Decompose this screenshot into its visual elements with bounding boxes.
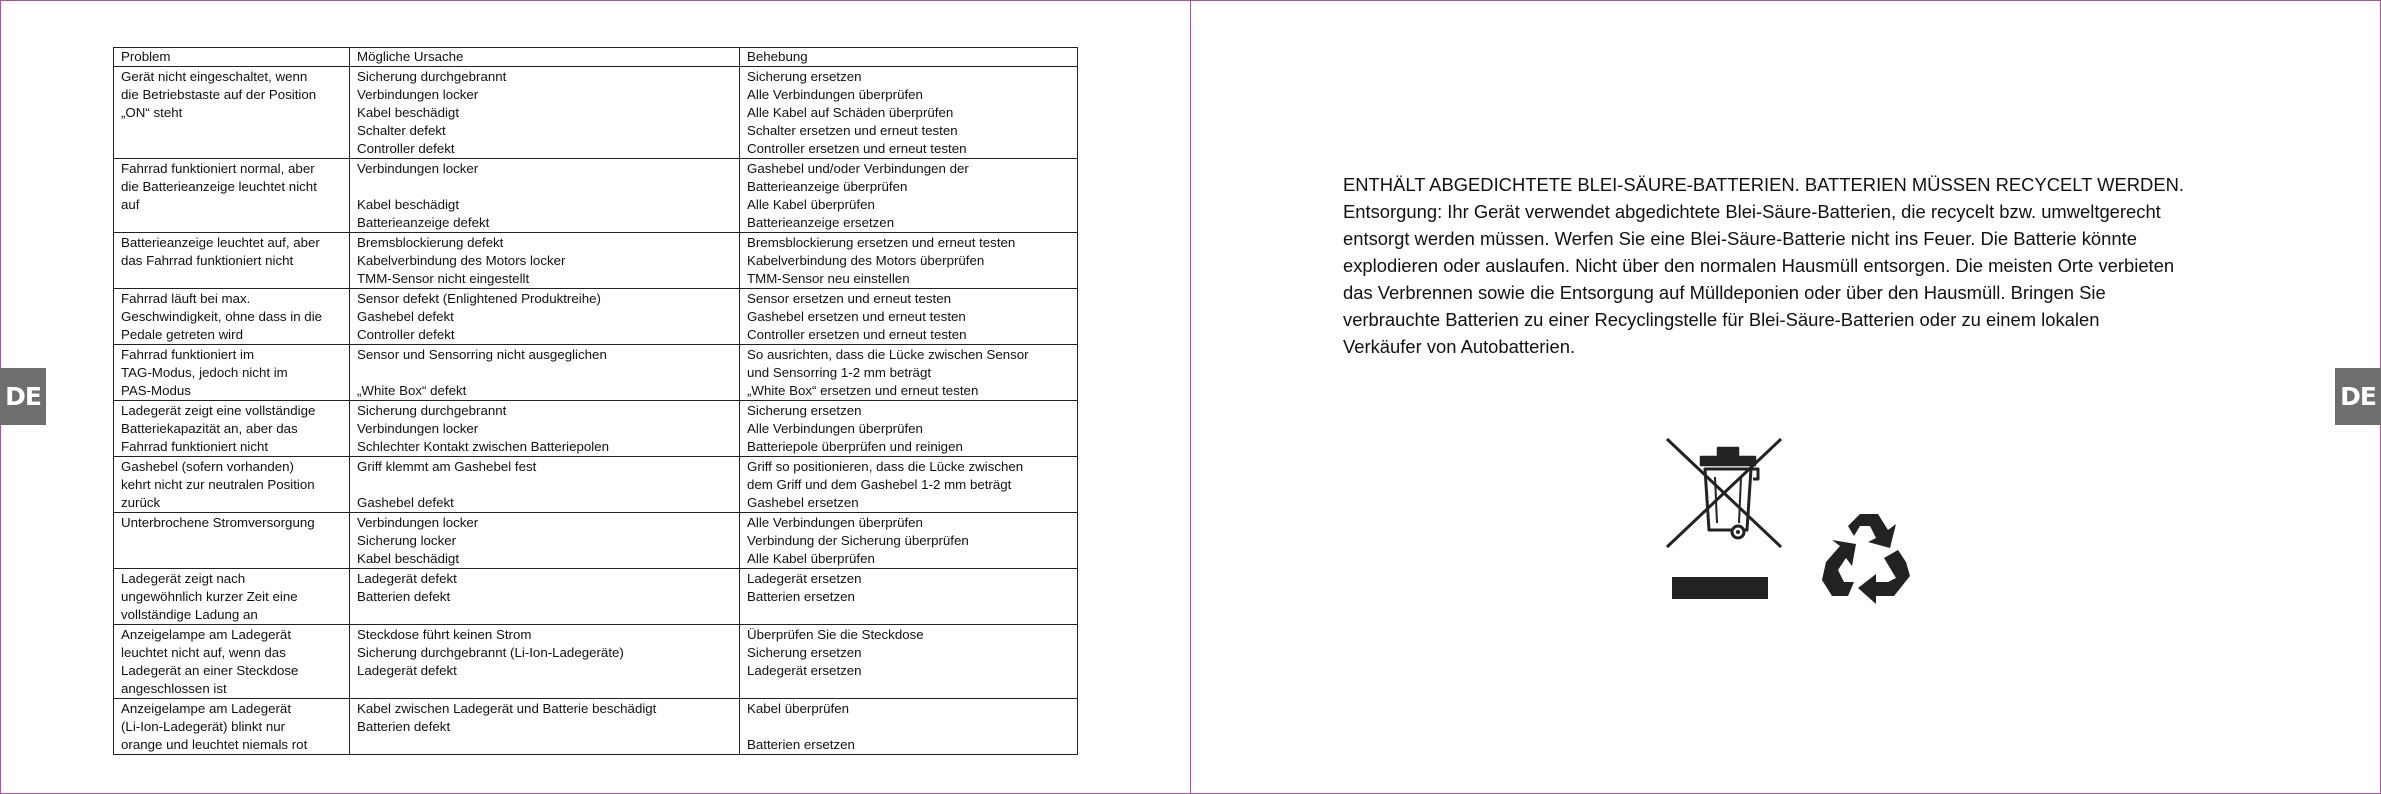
cell-line: Batterieanzeige überprüfen: [747, 179, 908, 194]
cell-line: Gashebel und/oder Verbindungen der: [747, 161, 969, 176]
cell-line: Alle Verbindungen überprüfen: [747, 421, 923, 436]
cell-line: leuchtet nicht auf, wenn das: [121, 645, 286, 660]
cell-line: Fahrrad funktioniert normal, aber: [121, 161, 315, 176]
cell-line: „ON“ steht: [121, 105, 183, 120]
problem-cell: [114, 513, 350, 569]
table-row: [114, 159, 1078, 233]
problem-cell: [114, 457, 350, 513]
cause-cell: [350, 625, 740, 699]
problem-cell: [114, 345, 350, 401]
cell-line: kehrt nicht zur neutralen Position: [121, 477, 315, 492]
fix-cell: [740, 401, 1078, 457]
cell-line: [747, 606, 1070, 624]
cell-line: dem Griff und dem Gashebel 1-2 mm beträgt: [747, 477, 1012, 492]
table-row: [114, 233, 1078, 289]
cause-cell: [350, 345, 740, 401]
notice-line: Verkäufer von Autobatterien.: [1343, 336, 1576, 357]
cause-cell: [350, 159, 740, 233]
troubleshooting-table: [113, 47, 1078, 755]
cell-line: Kabel beschädigt: [357, 551, 460, 566]
table-row: [114, 289, 1078, 345]
notice-line: verbrauchte Batterien zu einer Recyclingstelle für Blei-Säure-Batterien oder zu einem lokalen: [1343, 309, 2100, 330]
cell-line: Sicherung durchgebrannt: [357, 403, 507, 418]
fix-cell: [740, 159, 1078, 233]
cell-line: Alle Kabel auf Schäden überprüfen: [747, 105, 954, 120]
cell-line: Geschwindigkeit, ohne dass in die: [121, 309, 323, 324]
cell-line: Sensor ersetzen und erneut testen: [747, 291, 952, 306]
problem-cell: [114, 159, 350, 233]
cell-line: Gashebel ersetzen und erneut testen: [747, 309, 966, 324]
cell-line: Gerät nicht eingeschaltet, wenn: [121, 69, 308, 84]
cell-line: Ladegerät ersetzen: [747, 571, 862, 586]
cause-cell: [350, 457, 740, 513]
problem-cell: [114, 233, 350, 289]
cell-line: Sicherung ersetzen: [747, 69, 862, 84]
cell-line: Überprüfen Sie die Steckdose: [747, 627, 924, 642]
left-page: [0, 0, 1190, 794]
cell-line: Ladegerät ersetzen: [747, 663, 862, 678]
cell-line: Batterieanzeige defekt: [357, 215, 490, 230]
recycling-arrows-icon: [1818, 510, 1914, 606]
cell-line: [121, 270, 342, 288]
header-cause: Mögliche Ursache: [350, 48, 740, 67]
table-row: [114, 67, 1078, 159]
cell-line: vollständige Ladung an: [121, 607, 258, 622]
cell-line: [357, 178, 732, 196]
cell-line: Sicherung ersetzen: [747, 403, 862, 418]
cell-line: Sicherung durchgebrannt: [357, 69, 507, 84]
cause-cell: [350, 513, 740, 569]
battery-disposal-notice: [1343, 171, 2303, 360]
notice-line: entsorgt werden müssen. Werfen Sie eine Blei-Säure-Batterie nicht ins Feuer. Die Batterie könnte: [1343, 228, 2137, 249]
cell-line: Gashebel ersetzen: [747, 495, 859, 510]
cell-line: Ladegerät zeigt nach: [121, 571, 246, 586]
cell-line: Batterien ersetzen: [747, 589, 855, 604]
cell-line: Kabel beschädigt: [357, 197, 460, 212]
cell-line: Alle Kabel überprüfen: [747, 551, 875, 566]
header-fix: Behebung: [740, 48, 1078, 67]
cell-line: Controller ersetzen und erneut testen: [747, 141, 967, 156]
cell-line: Batterien defekt: [357, 719, 451, 734]
table-body: [114, 67, 1078, 755]
cell-line: Bremsblockierung ersetzen und erneut testen: [747, 235, 1016, 250]
fix-cell: [740, 625, 1078, 699]
cell-line: Anzeigelampe am Ladegerät: [121, 627, 292, 642]
cell-line: Sensor defekt (Enlightened Produktreihe): [357, 291, 601, 306]
problem-cell: [114, 625, 350, 699]
cell-line: TAG-Modus, jedoch nicht im: [121, 365, 288, 380]
cell-line: [357, 606, 732, 624]
cell-line: Steckdose führt keinen Strom: [357, 627, 532, 642]
cell-line: Anzeigelampe am Ladegerät: [121, 701, 292, 716]
language-tab: DE: [2335, 368, 2381, 425]
cell-line: Sicherung ersetzen: [747, 645, 862, 660]
cell-line: Bremsblockierung defekt: [357, 235, 504, 250]
notice-line: explodieren oder auslaufen. Nicht über den normalen Hausmüll entsorgen. Die meisten Orte verbieten: [1343, 255, 2175, 276]
table-row: [114, 699, 1078, 755]
notice-line: Entsorgung: Ihr Gerät verwendet abgedichtete Blei-Säure-Batterien, die recycelt bzw. umweltgerecht: [1343, 201, 2161, 222]
cell-line: Griff klemmt am Gashebel fest: [357, 459, 537, 474]
cause-cell: [350, 67, 740, 159]
cell-line: Kabelverbindung des Motors locker: [357, 253, 566, 268]
cell-line: Verbindungen locker: [357, 515, 479, 530]
problem-cell: [114, 699, 350, 755]
cell-line: Kabelverbindung des Motors überprüfen: [747, 253, 985, 268]
cell-line: auf: [121, 197, 140, 212]
cell-line: (Li-Ion-Ladegerät) blinkt nur: [121, 719, 286, 734]
cell-line: „White Box“ ersetzen und erneut testen: [747, 383, 979, 398]
cell-line: Batterieanzeige ersetzen: [747, 215, 895, 230]
cell-line: [357, 736, 732, 754]
cell-line: Batterieanzeige leuchtet auf, aber: [121, 235, 320, 250]
cell-line: Fahrrad funktioniert im: [121, 347, 255, 362]
cell-line: Batteriepole überprüfen und reinigen: [747, 439, 963, 454]
cause-cell: [350, 401, 740, 457]
cause-cell: [350, 289, 740, 345]
fix-cell: [740, 699, 1078, 755]
cell-line: zurück: [121, 495, 161, 510]
table-row: [114, 457, 1078, 513]
cell-line: Batteriekapazität an, aber das: [121, 421, 298, 436]
cell-line: Alle Verbindungen überprüfen: [747, 515, 923, 530]
problem-cell: [114, 67, 350, 159]
problem-cell: [114, 289, 350, 345]
cell-line: Alle Verbindungen überprüfen: [747, 87, 923, 102]
cell-line: orange und leuchtet niemals rot: [121, 737, 308, 752]
cell-line: das Fahrrad funktioniert nicht: [121, 253, 294, 268]
fix-cell: [740, 513, 1078, 569]
cell-line: Sicherung durchgebrannt (Li-Ion-Ladegeräte): [357, 645, 624, 660]
table-row: [114, 625, 1078, 699]
cell-line: Controller defekt: [357, 327, 455, 342]
cell-line: „White Box“ defekt: [357, 383, 467, 398]
cell-line: Sensor und Sensorring nicht ausgeglichen: [357, 347, 607, 362]
fix-cell: [740, 289, 1078, 345]
cell-line: die Betriebstaste auf der Position: [121, 87, 317, 102]
cell-line: Verbindungen locker: [357, 421, 479, 436]
cell-line: Sicherung locker: [357, 533, 457, 548]
table-row: [114, 513, 1078, 569]
language-tab: DE: [0, 368, 46, 425]
table-row: [114, 345, 1078, 401]
cell-line: Ladegerät defekt: [357, 663, 457, 678]
cell-line: PAS-Modus: [121, 383, 191, 398]
cell-line: [357, 680, 732, 698]
cell-line: So ausrichten, dass die Lücke zwischen Sensor: [747, 347, 1029, 362]
cell-line: TMM-Sensor nicht eingestellt: [357, 271, 530, 286]
cell-line: [121, 140, 342, 158]
cell-line: die Batterieanzeige leuchtet nicht: [121, 179, 317, 194]
cell-line: Fahrrad funktioniert nicht: [121, 439, 269, 454]
cell-line: Schalter defekt: [357, 123, 446, 138]
cell-line: Verbindungen locker: [357, 87, 479, 102]
cell-line: Ladegerät zeigt eine vollständige: [121, 403, 316, 418]
fix-cell: [740, 457, 1078, 513]
cell-line: Schlechter Kontakt zwischen Batteriepolen: [357, 439, 610, 454]
header-problem: Problem: [114, 48, 350, 67]
cell-line: Batterien ersetzen: [747, 737, 855, 752]
cell-line: angeschlossen ist: [121, 681, 227, 696]
cell-line: Verbindung der Sicherung überprüfen: [747, 533, 969, 548]
fix-cell: [740, 569, 1078, 625]
cell-line: [357, 364, 732, 382]
cell-line: [357, 476, 732, 494]
cause-cell: [350, 699, 740, 755]
cell-line: [121, 122, 342, 140]
cell-line: Gashebel defekt: [357, 309, 454, 324]
cell-line: Controller defekt: [357, 141, 455, 156]
notice-headline: ENTHÄLT ABGEDICHTETE BLEI-SÄURE-BATTERIEN. BATTERIEN MÜSSEN RECYCELT WERDEN.: [1343, 174, 2184, 195]
fix-cell: [740, 67, 1078, 159]
cell-line: Controller ersetzen und erneut testen: [747, 327, 967, 342]
cell-line: Pedale getreten wird: [121, 327, 243, 342]
cell-line: [747, 718, 1070, 736]
cell-line: Alle Kabel überprüfen: [747, 197, 875, 212]
cell-line: [121, 550, 342, 568]
cell-line: ungewöhnlich kurzer Zeit eine: [121, 589, 298, 604]
cell-line: TMM-Sensor neu einstellen: [747, 271, 910, 286]
cause-cell: [350, 569, 740, 625]
problem-cell: [114, 401, 350, 457]
problem-cell: [114, 569, 350, 625]
table-header-row: [114, 48, 1078, 67]
cell-line: Gashebel (sofern vorhanden): [121, 459, 294, 474]
crossed-out-wheelie-bin-icon: [1663, 435, 1787, 605]
cell-line: Griff so positionieren, dass die Lücke zwischen: [747, 459, 1024, 474]
table-row: [114, 569, 1078, 625]
cell-line: Batterien defekt: [357, 589, 451, 604]
cell-line: Ladegerät defekt: [357, 571, 457, 586]
cell-line: Verbindungen locker: [357, 161, 479, 176]
cell-line: Ladegerät an einer Steckdose: [121, 663, 299, 678]
cell-line: [121, 532, 342, 550]
cell-line: [121, 214, 342, 232]
cell-line: [747, 680, 1070, 698]
cause-cell: [350, 233, 740, 289]
cell-line: Kabel beschädigt: [357, 105, 460, 120]
cell-line: Fahrrad läuft bei max.: [121, 291, 251, 306]
right-page: [1191, 0, 2381, 794]
notice-line: das Verbrennen sowie die Entsorgung auf Mülldeponien oder über den Hausmüll. Bringen Sie: [1343, 282, 2106, 303]
cell-line: Unterbrochene Stromversorgung: [121, 515, 315, 530]
cell-line: Kabel überprüfen: [747, 701, 850, 716]
cell-line: und Sensorring 1-2 mm beträgt: [747, 365, 932, 380]
cell-line: Gashebel defekt: [357, 495, 454, 510]
fix-cell: [740, 345, 1078, 401]
cell-line: Kabel zwischen Ladegerät und Batterie beschädigt: [357, 701, 657, 716]
table-row: [114, 401, 1078, 457]
cell-line: Schalter ersetzen und erneut testen: [747, 123, 958, 138]
fix-cell: [740, 233, 1078, 289]
